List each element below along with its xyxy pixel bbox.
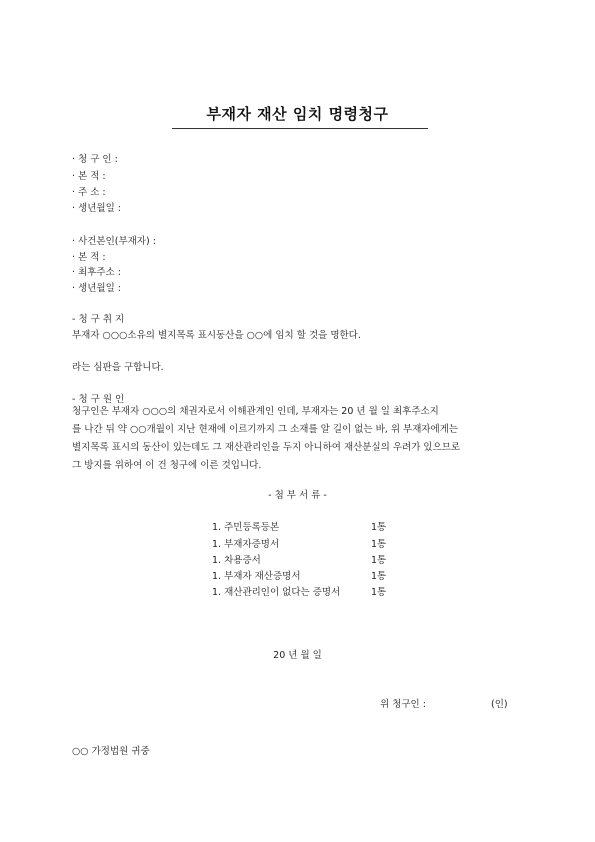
attachment-label: 1. 차용증서 bbox=[212, 555, 261, 566]
purpose-heading: - 청 구 취 지 bbox=[72, 314, 125, 325]
reason-line: 그 방지를 위하여 이 건 청구에 이른 것입니다. bbox=[72, 460, 262, 471]
attachment-count: 1통 bbox=[371, 555, 387, 566]
reason-heading: - 청 구 원 인 bbox=[72, 394, 125, 405]
attachment-label: 1. 주민등록등본 bbox=[212, 522, 280, 533]
attachment-label: 1. 재산관리인이 없다는 증명서 bbox=[212, 587, 341, 598]
attachment-item bbox=[0, 552, 595, 566]
reason-line: 를 나간 뒤 약 ○○개월이 지난 현재에 이르기까지 그 소재를 알 길이 없는 바, 위 부재자에게는 bbox=[72, 424, 459, 435]
attachment-item bbox=[0, 584, 595, 598]
claimant-heading: · 청 구 인 : bbox=[72, 154, 118, 165]
principal-birthdate: · 생년월일 : bbox=[72, 283, 121, 294]
attachment-item bbox=[0, 536, 595, 550]
signature-label: 위 청구인 : bbox=[380, 699, 426, 710]
attachment-label: 1. 부재자 재산증명서 bbox=[212, 571, 301, 582]
attachment-count: 1통 bbox=[371, 571, 387, 582]
principal-heading: · 사건본인(부재자) : bbox=[72, 236, 156, 247]
purpose-text: 부재자 ○○○소유의 별지목록 표시동산을 ○○에 임치 할 것을 명한다. bbox=[72, 330, 361, 341]
reason-line: 청구인은 부재자 ○○○의 채권자로서 이해관계인 인데, 부재자는 20 년 월 일 최후주소지 bbox=[72, 406, 439, 417]
attachment-label: 1. 부재자증명서 bbox=[212, 539, 280, 550]
attachment-item bbox=[0, 568, 595, 582]
reason-line: 별지목록 표시의 동산이 있는데도 그 재산관리인을 두지 아니하여 재산분실의 우려가 있으므로 bbox=[72, 442, 461, 453]
title-underline bbox=[172, 128, 428, 129]
attachment-count: 1통 bbox=[371, 522, 387, 533]
signature-seal: (인) bbox=[491, 699, 508, 710]
reason-paragraph bbox=[72, 403, 460, 475]
claimant-address: · 주 소 : bbox=[72, 187, 106, 198]
attachments-heading: - 첨 부 서 류 - bbox=[268, 490, 327, 501]
claimant-birthdate: · 생년월일 : bbox=[72, 203, 121, 214]
purpose-request: 라는 심판을 구합니다. bbox=[72, 362, 164, 373]
date-line: 20 년 월 일 bbox=[273, 650, 322, 661]
attachment-count: 1통 bbox=[371, 539, 387, 550]
addressee: ○○ 가정법원 귀중 bbox=[72, 746, 150, 757]
principal-domicile: · 본 적 : bbox=[72, 252, 106, 263]
principal-last-address: · 최후주소 : bbox=[72, 267, 121, 278]
attachment-item bbox=[0, 519, 595, 533]
claimant-domicile: · 본 적 : bbox=[72, 171, 106, 182]
attachment-count: 1통 bbox=[371, 587, 387, 598]
document-title: 부재자 재산 임치 명령청구 bbox=[206, 105, 389, 123]
